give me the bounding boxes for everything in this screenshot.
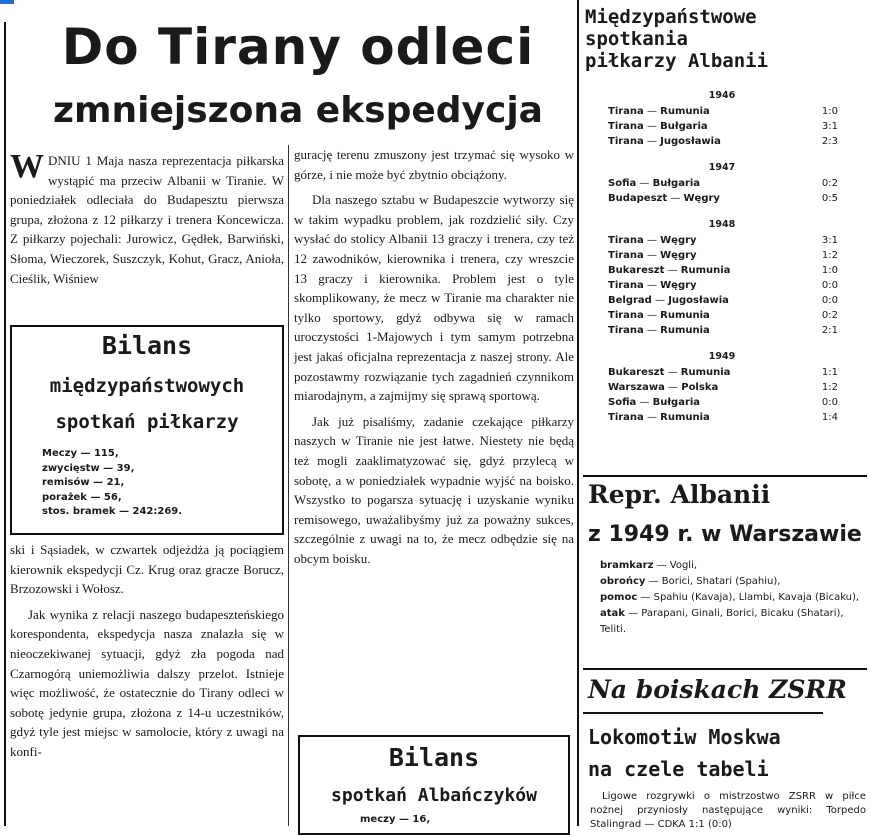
match-score: 0:0 xyxy=(821,280,838,291)
match-row xyxy=(608,177,838,190)
stats-box-albania xyxy=(298,735,570,835)
match-home: Budapeszt xyxy=(608,193,668,204)
lok-title: Lokomotiw Moskwa xyxy=(588,725,781,749)
lineup-row: bramkarz — Vogli, xyxy=(600,560,698,571)
match-row xyxy=(608,234,838,247)
article-col2 xyxy=(294,145,574,574)
match-home: Tirana xyxy=(608,136,644,147)
match-home: Sofia xyxy=(608,178,637,189)
stat-line: remisów — 21, xyxy=(42,477,125,488)
lineup-names: Spahiu (Kavaja), Llambi, Kavaja (Bicaku), xyxy=(653,592,860,603)
match-dash: — xyxy=(643,310,661,321)
match-score: 2:1 xyxy=(821,325,838,336)
match-away: Rumunia xyxy=(680,367,731,378)
match-row xyxy=(608,381,838,394)
stat-line: zwycięstw — 39, xyxy=(42,462,135,474)
match-away: Rumunia xyxy=(680,265,731,276)
sidebar-title-line: spotkania xyxy=(585,28,688,50)
inner-column-divider xyxy=(288,145,289,826)
match-dash: — xyxy=(664,382,682,393)
match-row xyxy=(608,192,838,205)
box1-subtitle2: spotkań piłkarzy xyxy=(55,411,239,433)
match-home: Tirana xyxy=(608,310,644,321)
lok-subtitle: na czele tabeli xyxy=(588,757,769,781)
match-dash: — xyxy=(643,412,661,423)
match-home: Warszawa xyxy=(608,382,665,393)
sidebar-title-line: Międzypaństwowe xyxy=(585,6,757,28)
match-away: Bułgaria xyxy=(660,121,708,132)
match-score: 1:0 xyxy=(821,265,838,276)
match-dash: — xyxy=(636,397,653,408)
match-dash: — xyxy=(643,106,661,117)
match-row xyxy=(608,120,838,133)
match-row xyxy=(608,396,838,409)
zsrr-underline xyxy=(583,712,823,714)
subheadline: zmniejszona ekspedycja xyxy=(53,90,543,131)
match-dash: — xyxy=(664,265,681,276)
match-dash: — xyxy=(643,325,661,336)
lineup-row: pomoc — Spahiu (Kavaja), Llambi, Kavaja (Bicaku), xyxy=(600,592,860,603)
match-away: Rumunia xyxy=(660,106,710,117)
sidebar-title-line: piłkarzy Albanii xyxy=(585,50,769,72)
lok-body: Ligowe rozgrywki o mistrzostwo ZSRR w piłce nożnej przyniosły następujące wyniki: Torpedo Stalingrad — CDKA 1:1 (0:0) xyxy=(590,791,866,830)
left-border-rule xyxy=(4,22,6,826)
match-away: Bułgaria xyxy=(652,178,701,189)
repr-subtitle: z 1949 r. w Warszawie xyxy=(588,522,862,547)
headline: Do Tirany odleci xyxy=(61,18,535,76)
article-para1-bottom: ski i Sąsiadek, w czwartek odjeżdża ją pociągiem kierownik ekspedycji Cz. Krug oraz gracze Borucz, Brzozowski i Wołosz. xyxy=(10,542,284,597)
match-row xyxy=(608,264,838,277)
match-score: 1:2 xyxy=(821,250,838,261)
match-away: Rumunia xyxy=(660,412,710,423)
lineup xyxy=(590,558,866,638)
match-away: Węgry xyxy=(660,235,697,246)
lineup-row: atak — Parapani, Ginali, Borici, Bicaku (Shatari), Teliti. xyxy=(600,608,844,635)
sidebar-title xyxy=(585,6,865,72)
match-score: 1:1 xyxy=(821,367,838,378)
lineup-names: Borici, Shatari (Spahiu), xyxy=(661,576,781,587)
match-score: 0:5 xyxy=(821,193,838,204)
match-row xyxy=(608,309,838,322)
box1-title: Bilans xyxy=(101,331,193,360)
match-away: Węgry xyxy=(683,193,720,204)
article-para5: Jak już pisaliśmy, zadanie czekające piłkarzy naszych w Tiranie nie jest łatwe. Niestety nie będą też mogli zaaklimatyzować się, gdyż przylecą w sobotę, a w poniedziałek wypadnie wyjść na boisko. Wszystko to pogarsza sytuację i uzyskanie wyniku remisowego, uważalibyśmy już za poważny sukces, szczególnie z uwagi na to, że mecz odbędzie się na obcym boisku. xyxy=(294,413,574,566)
match-home: Bukareszt xyxy=(608,367,665,378)
stats-box-poland xyxy=(10,325,284,535)
match-away: Rumunia xyxy=(660,310,710,321)
match-score: 0:0 xyxy=(821,397,838,408)
match-row xyxy=(608,279,838,292)
match-row xyxy=(608,411,838,424)
match-home: Sofia xyxy=(608,397,637,408)
match-home: Tirana xyxy=(608,280,644,291)
match-score: 1:2 xyxy=(821,382,838,393)
box1-subtitle: międzypaństwowych xyxy=(49,375,245,397)
zsrr-title: Na boiskach ZSRR xyxy=(588,675,847,704)
match-score: 0:0 xyxy=(821,295,838,306)
match-away: Bułgaria xyxy=(652,397,701,408)
match-row xyxy=(608,366,838,379)
match-row xyxy=(608,135,838,148)
sidebar-rule xyxy=(583,668,867,670)
lineup-row: obrońcy — Borici, Shatari (Spahiu), xyxy=(600,576,781,587)
match-home: Tirana xyxy=(608,235,644,246)
lineup-names: Vogli, xyxy=(669,560,698,571)
article-para4: Dla naszego sztabu w Budapeszcie wytworzy się w takim wypadku problem, jak rozdzielić siły. Czy wysłać do stolicy Albanii 13 graczy i trenera, czy też 12 zawodników, kierownika i trenera, czy wreszcie 13 graczy i kierownika. Problem jest o tyle skomplikowany, że mecz w Tiranie ma charakter nie tylko sportowy, gdyż odbywa się w ramach uroczystości 1-Majowych i tym samym potrzebna jest jakaś oficjalna reprezentacja z naszej strony. Ale pozostawmy rozwiązanie tych zagadnień czynnikom miarodajnym, a zajmijmy się sprawą sportową. xyxy=(294,192,574,404)
match-row xyxy=(608,249,838,262)
year-heading: 1947 xyxy=(708,162,736,173)
match-dash: — xyxy=(643,280,661,291)
dropcap: W xyxy=(10,148,44,185)
match-dash: — xyxy=(667,193,684,204)
article-para2: Jak wynika z relacji naszego budapeszteńskiego korespondenta, ekspedycja nasza znalazła się w nieoczekiwanej sytuacji, gdyż zła pogoda nad Czarnogórą uniemożliwia dalszy przelot. Istnieje więc możliwość, że ostatecznie do Tirany odleci w sobotę jedynie grupa, złożona z 14-u uczestników, gdyż tyle jest miejsc w samolocie, który z uwagi na konfi- xyxy=(10,606,284,759)
match-away: Węgry xyxy=(660,280,697,291)
article-col1-bottom xyxy=(10,540,284,768)
box2-title: Bilans xyxy=(388,743,480,772)
match-dash: — xyxy=(664,367,681,378)
match-away: Rumunia xyxy=(660,325,710,336)
match-row xyxy=(608,105,838,118)
match-row xyxy=(608,294,838,307)
lineup-role: bramkarz xyxy=(600,560,654,571)
lineup-role: atak xyxy=(600,608,625,619)
repr-title: Repr. Albanii xyxy=(588,480,771,509)
lineup-role: obrońcy xyxy=(600,576,646,587)
match-score: 0:2 xyxy=(821,178,838,189)
stat-line: Meczy — 115, xyxy=(42,448,119,459)
match-home: Tirana xyxy=(608,106,644,117)
match-away: Jugosławia xyxy=(668,295,729,306)
box2-subtitle: spotkań Albańczyków xyxy=(331,785,537,806)
sidebar-rule xyxy=(583,475,867,477)
article-para1-top: DNIU 1 Maja nasza reprezentacja piłkarska wystąpić ma przeciw Albanii w Tiranie. W poniedziałek odleciała do Budapesztu pierwsza grupa, złożona z 12 piłkarzy i trenera Koncewicza. Z piłkarzy pojechali: Jurowicz, Gędłek, Barwiński, Słoma, Wieczorek, Suszczyk, Kohut, Gracz, Anioła, Cieślik, Wiśniew xyxy=(10,153,284,286)
match-dash: — xyxy=(643,235,661,246)
results-table xyxy=(602,90,842,460)
year-heading: 1946 xyxy=(708,90,736,101)
match-score: 0:2 xyxy=(821,310,838,321)
match-score: 2:3 xyxy=(821,136,838,147)
lineup-role: pomoc xyxy=(600,592,638,603)
article-para3: gurację terenu zmuszony jest trzymać się wysoko w górze, i nie może być zbytnio obciążony. xyxy=(294,147,574,182)
match-score: 3:1 xyxy=(821,121,838,132)
corner-mark xyxy=(0,0,14,4)
match-home: Tirana xyxy=(608,250,644,261)
match-away: Polska xyxy=(681,382,719,393)
year-heading: 1949 xyxy=(708,351,736,362)
match-home: Tirana xyxy=(608,121,644,132)
match-home: Tirana xyxy=(608,412,644,423)
match-score: 3:1 xyxy=(821,235,838,246)
match-dash: — xyxy=(643,136,661,147)
match-score: 1:0 xyxy=(821,106,838,117)
match-home: Bukareszt xyxy=(608,265,665,276)
year-heading: 1948 xyxy=(708,219,736,230)
match-dash: — xyxy=(643,250,661,261)
match-score: 1:4 xyxy=(821,412,838,423)
match-away: Węgry xyxy=(660,250,697,261)
lineup-names: Parapani, Ginali, Borici, Bicaku (Shatari), Teliti. xyxy=(600,608,844,635)
box1-stats xyxy=(42,447,272,520)
match-dash: — xyxy=(651,295,669,306)
match-home: Tirana xyxy=(608,325,644,336)
stat-line: stos. bramek — 242:269. xyxy=(42,506,183,517)
match-dash: — xyxy=(643,121,661,132)
match-row xyxy=(608,324,838,337)
stat-line: porażek — 56, xyxy=(42,491,122,503)
match-dash: — xyxy=(636,178,653,189)
match-away: Jugosławia xyxy=(660,136,721,147)
match-home: Belgrad xyxy=(608,295,652,306)
article-col1-top xyxy=(10,148,284,288)
box2-stat: meczy — 16, xyxy=(360,814,431,825)
